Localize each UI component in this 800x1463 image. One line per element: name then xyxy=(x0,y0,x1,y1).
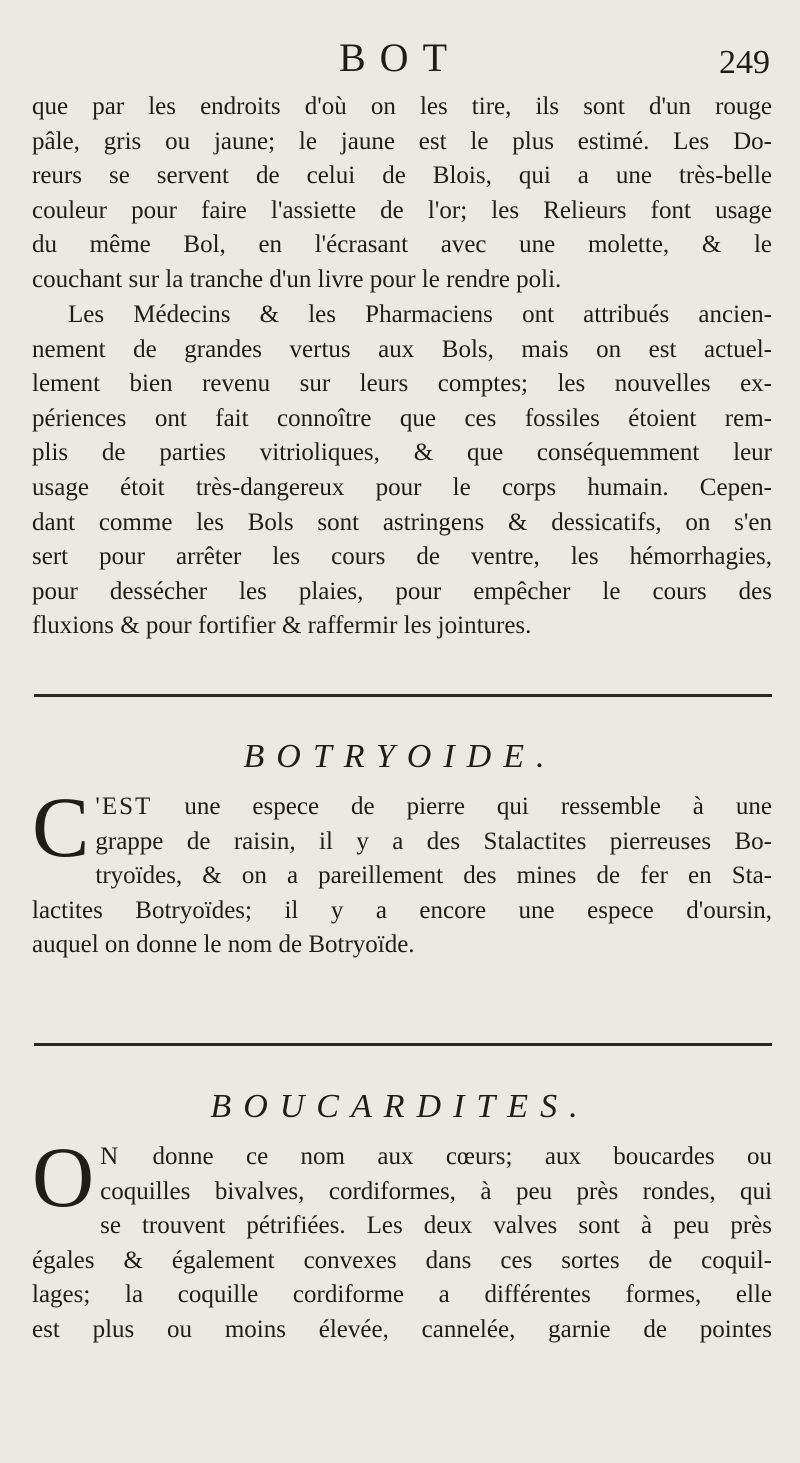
botryoide-paragraph xyxy=(32,779,772,963)
continuation-paragraph-2 xyxy=(32,298,772,644)
text-line: grappe de raisin, il y a des Stalactites pierreuses Bo- xyxy=(95,827,772,855)
text-line: dant comme les Bols sont astringens & dessicatifs, on s'en xyxy=(32,508,772,536)
first-word-small-caps: 'EST xyxy=(95,793,153,820)
text-line: fluxions & pour fortifier & raffermir les jointures. xyxy=(32,612,532,640)
text-line: couchant sur la tranche d'un livre pour le rendre poli. xyxy=(32,265,562,293)
text-line: nement de grandes vertus aux Bols, mais on est actuel- xyxy=(32,335,772,363)
drop-cap: C xyxy=(32,779,90,875)
page-number: 249 xyxy=(719,44,770,81)
text-line: coquilles bivalves, cordiformes, à peu près rondes, qui xyxy=(100,1177,772,1205)
text-line: auquel on donne le nom de Botryoïde. xyxy=(32,931,415,959)
text-line: égales & également convexes dans ces sortes de coquil- xyxy=(32,1246,772,1274)
section-title-botryoide: BOTRYOIDE. xyxy=(243,738,557,775)
text-line xyxy=(32,1140,772,1175)
continuation-paragraph-1 xyxy=(32,90,772,298)
section-divider xyxy=(34,694,772,697)
text-line: pour dessécher les plaies, pour empêcher le cours des xyxy=(32,577,772,605)
text-line: tryoïdes, & on a pareillement des mines de fer en Sta- xyxy=(95,862,772,890)
boucardites-paragraph xyxy=(32,1129,773,1348)
text-line: est plus ou moins élevée, cannelée, garnie de pointes xyxy=(32,1315,772,1343)
text-line: plis de parties vitrioliques, & que conséquemment leur xyxy=(32,439,772,467)
section-divider xyxy=(34,1043,772,1046)
text-line xyxy=(32,790,772,825)
text-line: usage étoit très-dangereux pour le corps humain. Cepen- xyxy=(32,473,772,501)
text-line: se trouvent pétrifiées. Les deux valves sont à peu près xyxy=(100,1212,772,1240)
text-line: lages; la coquille cordiforme a différentes formes, elle xyxy=(32,1281,772,1309)
first-word-small-caps: N xyxy=(100,1143,121,1170)
text-line: périences ont fait connoître que ces fossiles étoient rem- xyxy=(32,404,772,432)
text-line: pâle, gris ou jaune; le jaune est le plus estimé. Les Do- xyxy=(32,127,772,155)
text-line: sert pour arrêter les cours de ventre, les hémorrhagies, xyxy=(32,543,772,571)
drop-cap: O xyxy=(32,1129,95,1225)
text-line: Les Médecins & les Pharmaciens ont attribués ancien- xyxy=(68,301,772,328)
section-title-boucardites: BOUCARDITES. xyxy=(210,1088,590,1125)
text-line: lactites Botryoïdes; il y a encore une espece d'oursin, xyxy=(32,896,772,924)
running-head: BOT xyxy=(339,35,461,80)
text-line: reurs se servent de celui de Blois, qui a une très-belle xyxy=(32,162,772,190)
first-line-text: une espece de pierre qui ressemble à une xyxy=(184,793,772,820)
text-line: du même Bol, en l'écrasant avec une molette, & le xyxy=(32,231,772,259)
text-line: lement bien revenu sur leurs comptes; les nouvelles ex- xyxy=(32,370,772,398)
text-line: que par les endroits d'où on les tire, ils sont d'un rouge xyxy=(32,93,772,120)
first-line-text: donne ce nom aux cœurs; aux boucardes ou xyxy=(152,1143,773,1170)
text-line: couleur pour faire l'assiette de l'or; les Relieurs font usage xyxy=(32,196,772,224)
